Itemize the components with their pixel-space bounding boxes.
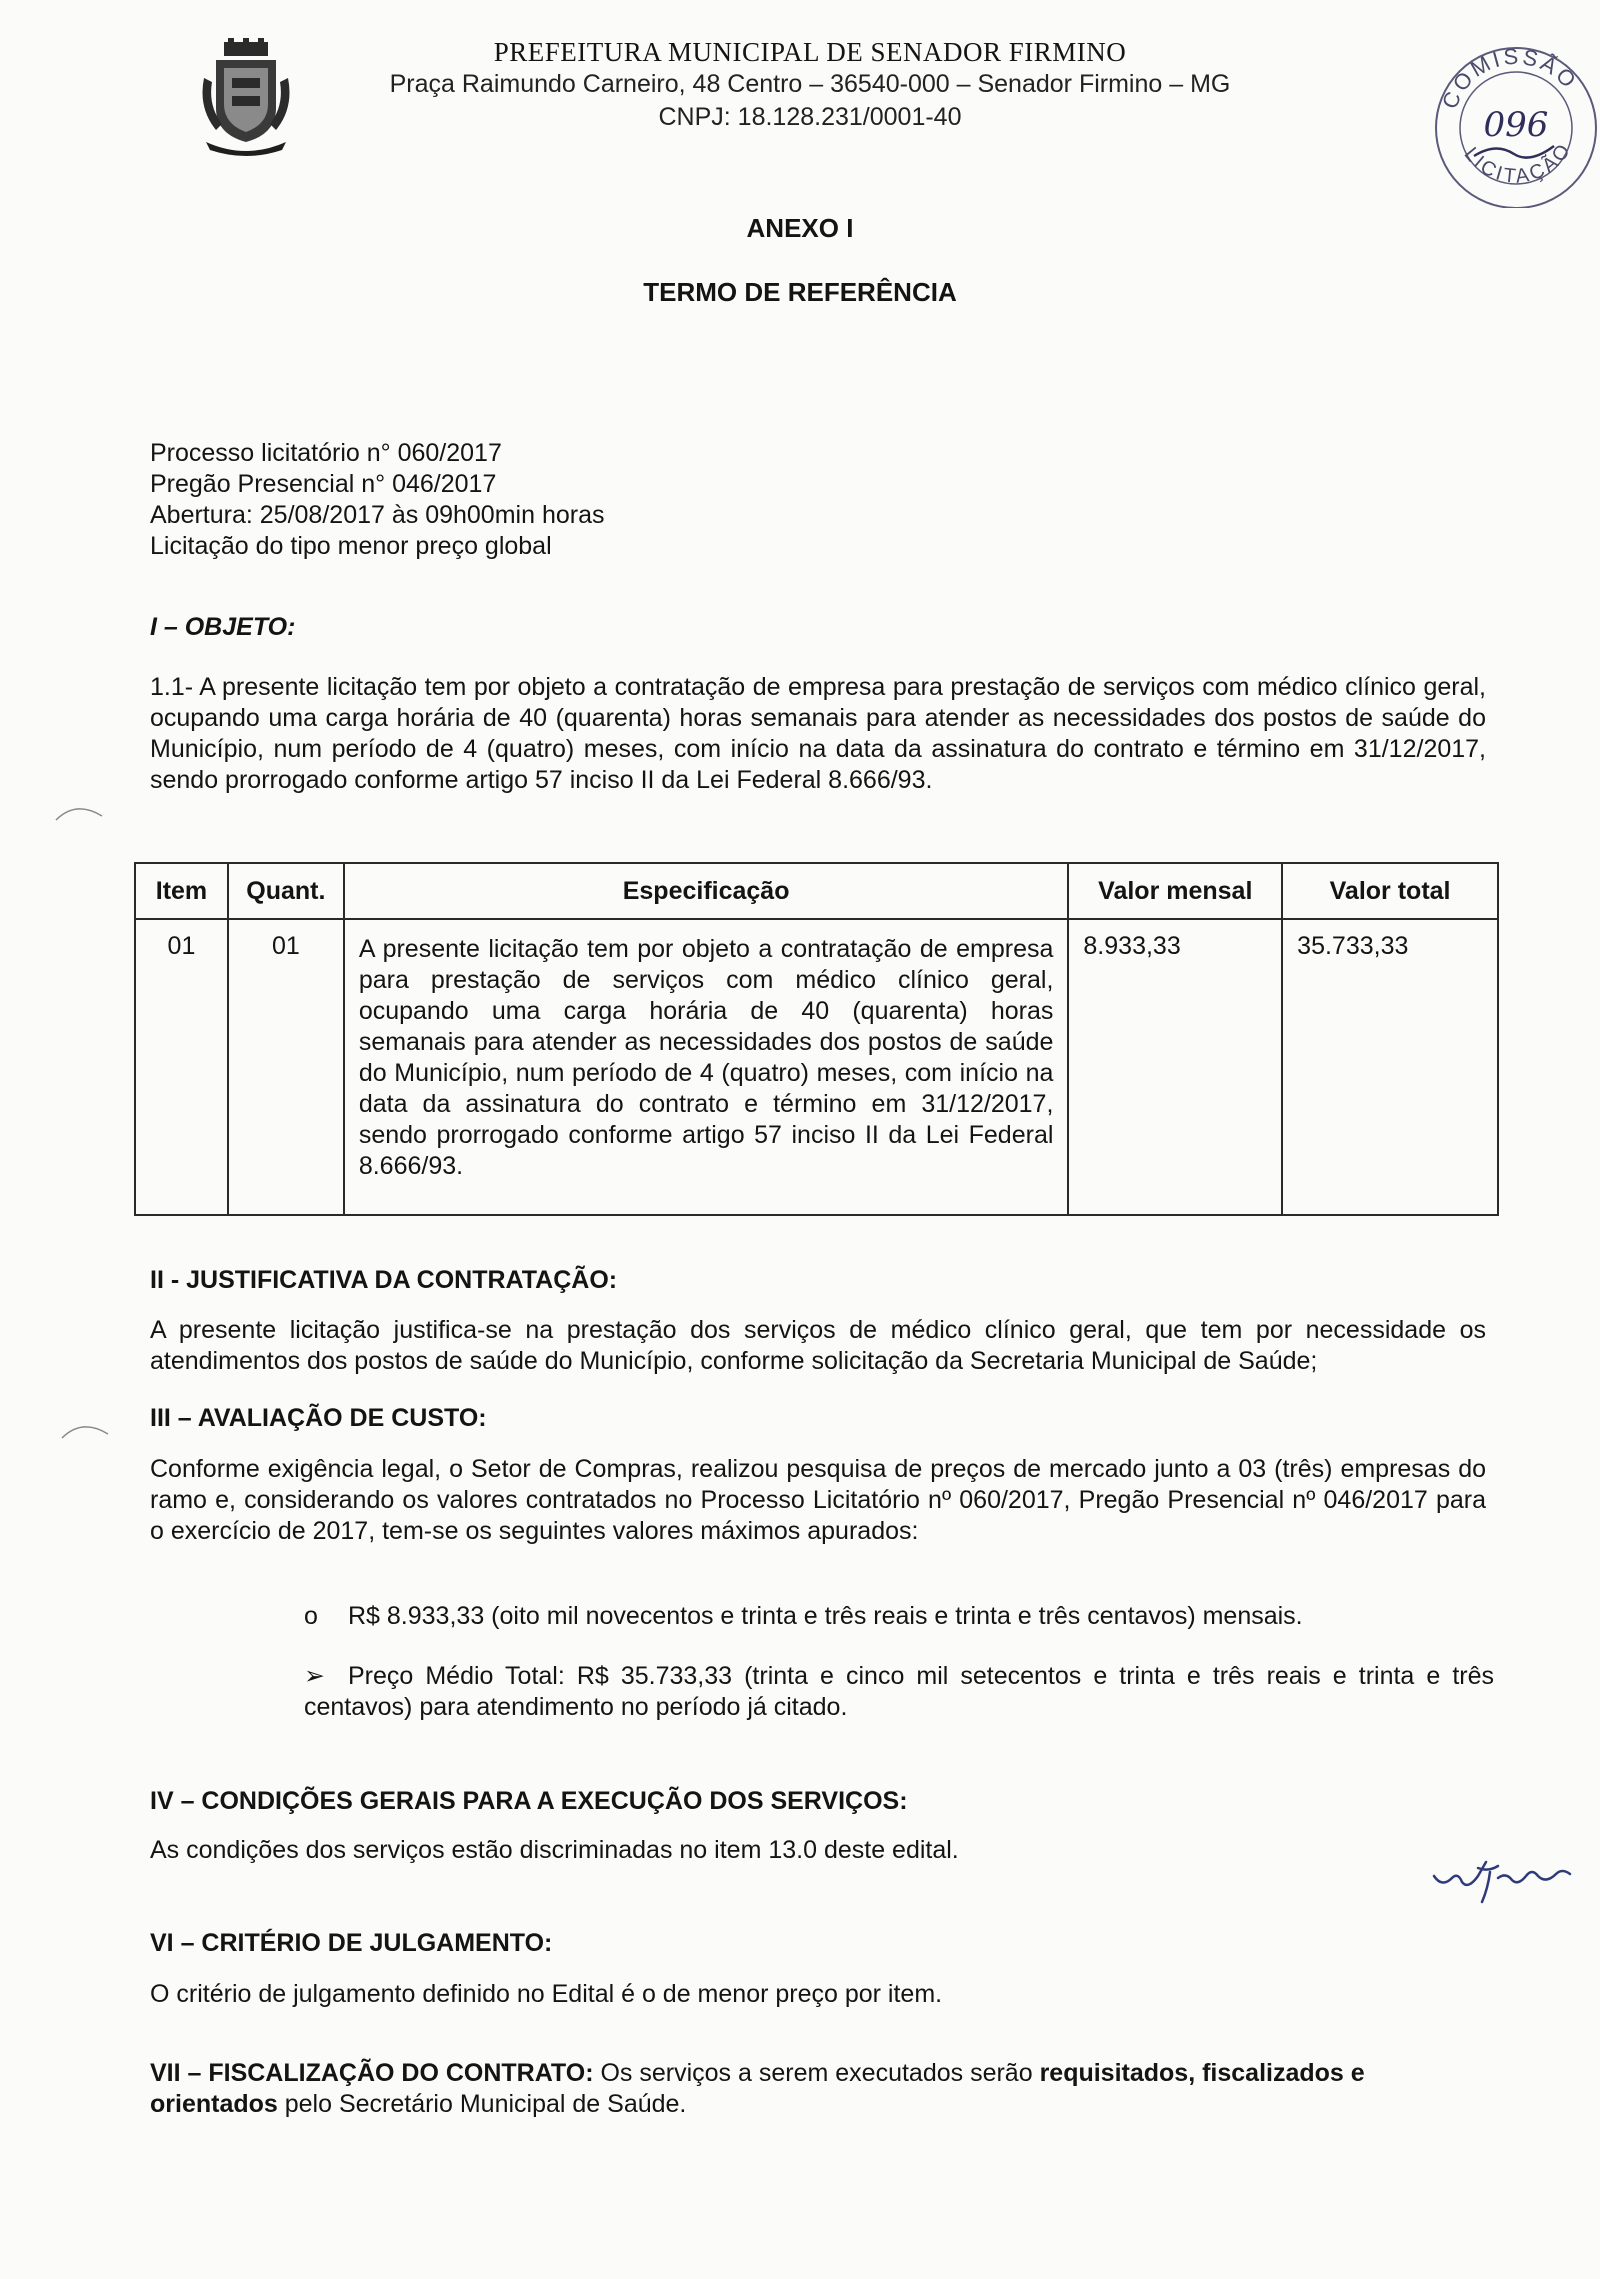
svg-text:COMISSÃO bbox=[1437, 44, 1583, 113]
annex-title: ANEXO I bbox=[746, 213, 854, 243]
table-row bbox=[135, 919, 1498, 1215]
section-fiscalizacao-title: VII – FISCALIZAÇÃO DO CONTRATO: bbox=[150, 2059, 594, 2087]
total-cost-text: Preço Médio Total: R$ 35.733,33 (trinta e cinco mil setecentos e trinta e três reais e trinta e três centavos) para atendimento no período já citado. bbox=[304, 1662, 1494, 1721]
process-number: Processo licitatório n° 060/2017 bbox=[150, 439, 502, 467]
opening-date: Abertura: 25/08/2017 às 09h00min horas bbox=[150, 501, 605, 529]
commission-stamp bbox=[1426, 36, 1600, 208]
cell-quantity: 01 bbox=[228, 919, 344, 1215]
section-avaliacao-text: Conforme exigência legal, o Setor de Compras, realizou pesquisa de preços de mercado junto a 03 (três) empresas do ramo e, considerando os valores contratados no Processo Licitatório nº 060/2017, Pregão Presencial nº 046/2017 para o exercício de 2017, tem-se os seguintes valores máximos apurados: bbox=[150, 1455, 1486, 1545]
total-cost-bullet bbox=[304, 1661, 1494, 1723]
auction-number: Pregão Presencial n° 046/2017 bbox=[150, 470, 497, 498]
section-criterio-title: VI – CRITÉRIO DE JULGAMENTO: bbox=[150, 1929, 553, 1957]
letterhead bbox=[380, 36, 1240, 134]
monthly-cost-text: R$ 8.933,33 (oito mil novecentos e trinta e três reais e trinta e três centavos) mensais. bbox=[348, 1602, 1303, 1630]
column-header-specification: Especificação bbox=[344, 863, 1069, 919]
margin-mark bbox=[58, 1414, 118, 1444]
section-fiscalizacao bbox=[150, 2058, 1486, 2120]
margin-mark bbox=[52, 796, 112, 826]
column-header-monthly-value: Valor mensal bbox=[1068, 863, 1282, 919]
section-justificativa-text: A presente licitação justifica-se na prestação dos serviços de médico clínico geral, que tem por necessidade os atendimentos dos postos de saúde do Município, conforme solicitação da Secretaria Municipal de Saúde; bbox=[150, 1316, 1486, 1375]
cell-specification: A presente licitação tem por objeto a contratação de empresa para prestação de serviços com médico clínico geral, ocupando uma carga horária de 40 (quarenta) horas semanais para atender as necessidades dos postos de saúde do Município, num período de 4 (quatro) meses, com início na data da assinatura do contrato e término em 31/12/2017, sendo prorrogado conforme artigo 57 inciso II da Lei Federal 8.666/93. bbox=[344, 919, 1069, 1215]
bid-type: Licitação do tipo menor preço global bbox=[150, 532, 552, 560]
section-fiscalizacao-text-b: pelo Secretário Municipal de Saúde. bbox=[277, 2090, 687, 2118]
section-condicoes-text: As condições dos serviços estão discriminadas no item 13.0 deste edital. bbox=[150, 1836, 959, 1864]
cell-monthly-value: 8.933,33 bbox=[1068, 919, 1282, 1215]
stamp-bottom-text: LICITAÇÃO bbox=[1459, 138, 1577, 188]
svg-text:LICITAÇÃO bbox=[1460, 138, 1577, 188]
column-header-total-value: Valor total bbox=[1282, 863, 1498, 919]
section-objeto-text: 1.1- A presente licitação tem por objeto a contratação de empresa para prestação de serviços com médico clínico geral, ocupando uma carga horária de 40 (quarenta) horas semanais para atender as necessidades dos postos de saúde do Município, num período de 4 (quatro) meses, com início na data da assinatura do contrato e término em 31/12/2017, sendo prorrogado conforme artigo 57 inciso II da Lei Federal 8.666/93. bbox=[150, 673, 1486, 794]
arrow-bullet-icon: ➢ bbox=[304, 1662, 325, 1690]
section-objeto-title: I – OBJETO: bbox=[150, 613, 296, 641]
bullet-circle-icon: o bbox=[304, 1602, 318, 1630]
column-header-item: Item bbox=[135, 863, 228, 919]
stamp-top-text: COMISSÃO bbox=[1436, 43, 1583, 113]
process-info bbox=[150, 438, 604, 562]
items-table bbox=[134, 862, 1499, 1216]
document-title: TERMO DE REFERÊNCIA bbox=[643, 277, 957, 307]
cell-item: 01 bbox=[135, 919, 228, 1215]
column-header-quantity: Quant. bbox=[228, 863, 344, 919]
section-fiscalizacao-emphasis: requisitados, fiscalizados e orientados bbox=[150, 2059, 1365, 2118]
stamp-number: 096 bbox=[1483, 105, 1549, 145]
section-justificativa-title: II - JUSTIFICATIVA DA CONTRATAÇÃO: bbox=[150, 1266, 618, 1294]
letterhead-address: Praça Raimundo Carneiro, 48 Centro – 36540-000 – Senador Firmino – MG bbox=[389, 70, 1231, 98]
letterhead-cnpj: CNPJ: 18.128.231/0001-40 bbox=[658, 103, 962, 131]
section-criterio-text: O critério de julgamento definido no Edital é o de menor preço por item. bbox=[150, 1980, 943, 2008]
cell-total-value: 35.733,33 bbox=[1282, 919, 1498, 1215]
section-condicoes-title: IV – CONDIÇÕES GERAIS PARA A EXECUÇÃO DOS SERVIÇOS: bbox=[150, 1787, 908, 1815]
monthly-cost-bullet bbox=[304, 1601, 1494, 1632]
handwritten-signature bbox=[1428, 1832, 1598, 1912]
municipal-crest-logo bbox=[198, 38, 294, 158]
section-fiscalizacao-text-a: Os serviços a serem executados serão bbox=[593, 2059, 1040, 2087]
section-avaliacao-title: III – AVALIAÇÃO DE CUSTO: bbox=[150, 1404, 487, 1432]
table-header-row bbox=[135, 863, 1498, 919]
letterhead-title: PREFEITURA MUNICIPAL DE SENADOR FIRMINO bbox=[493, 37, 1127, 67]
